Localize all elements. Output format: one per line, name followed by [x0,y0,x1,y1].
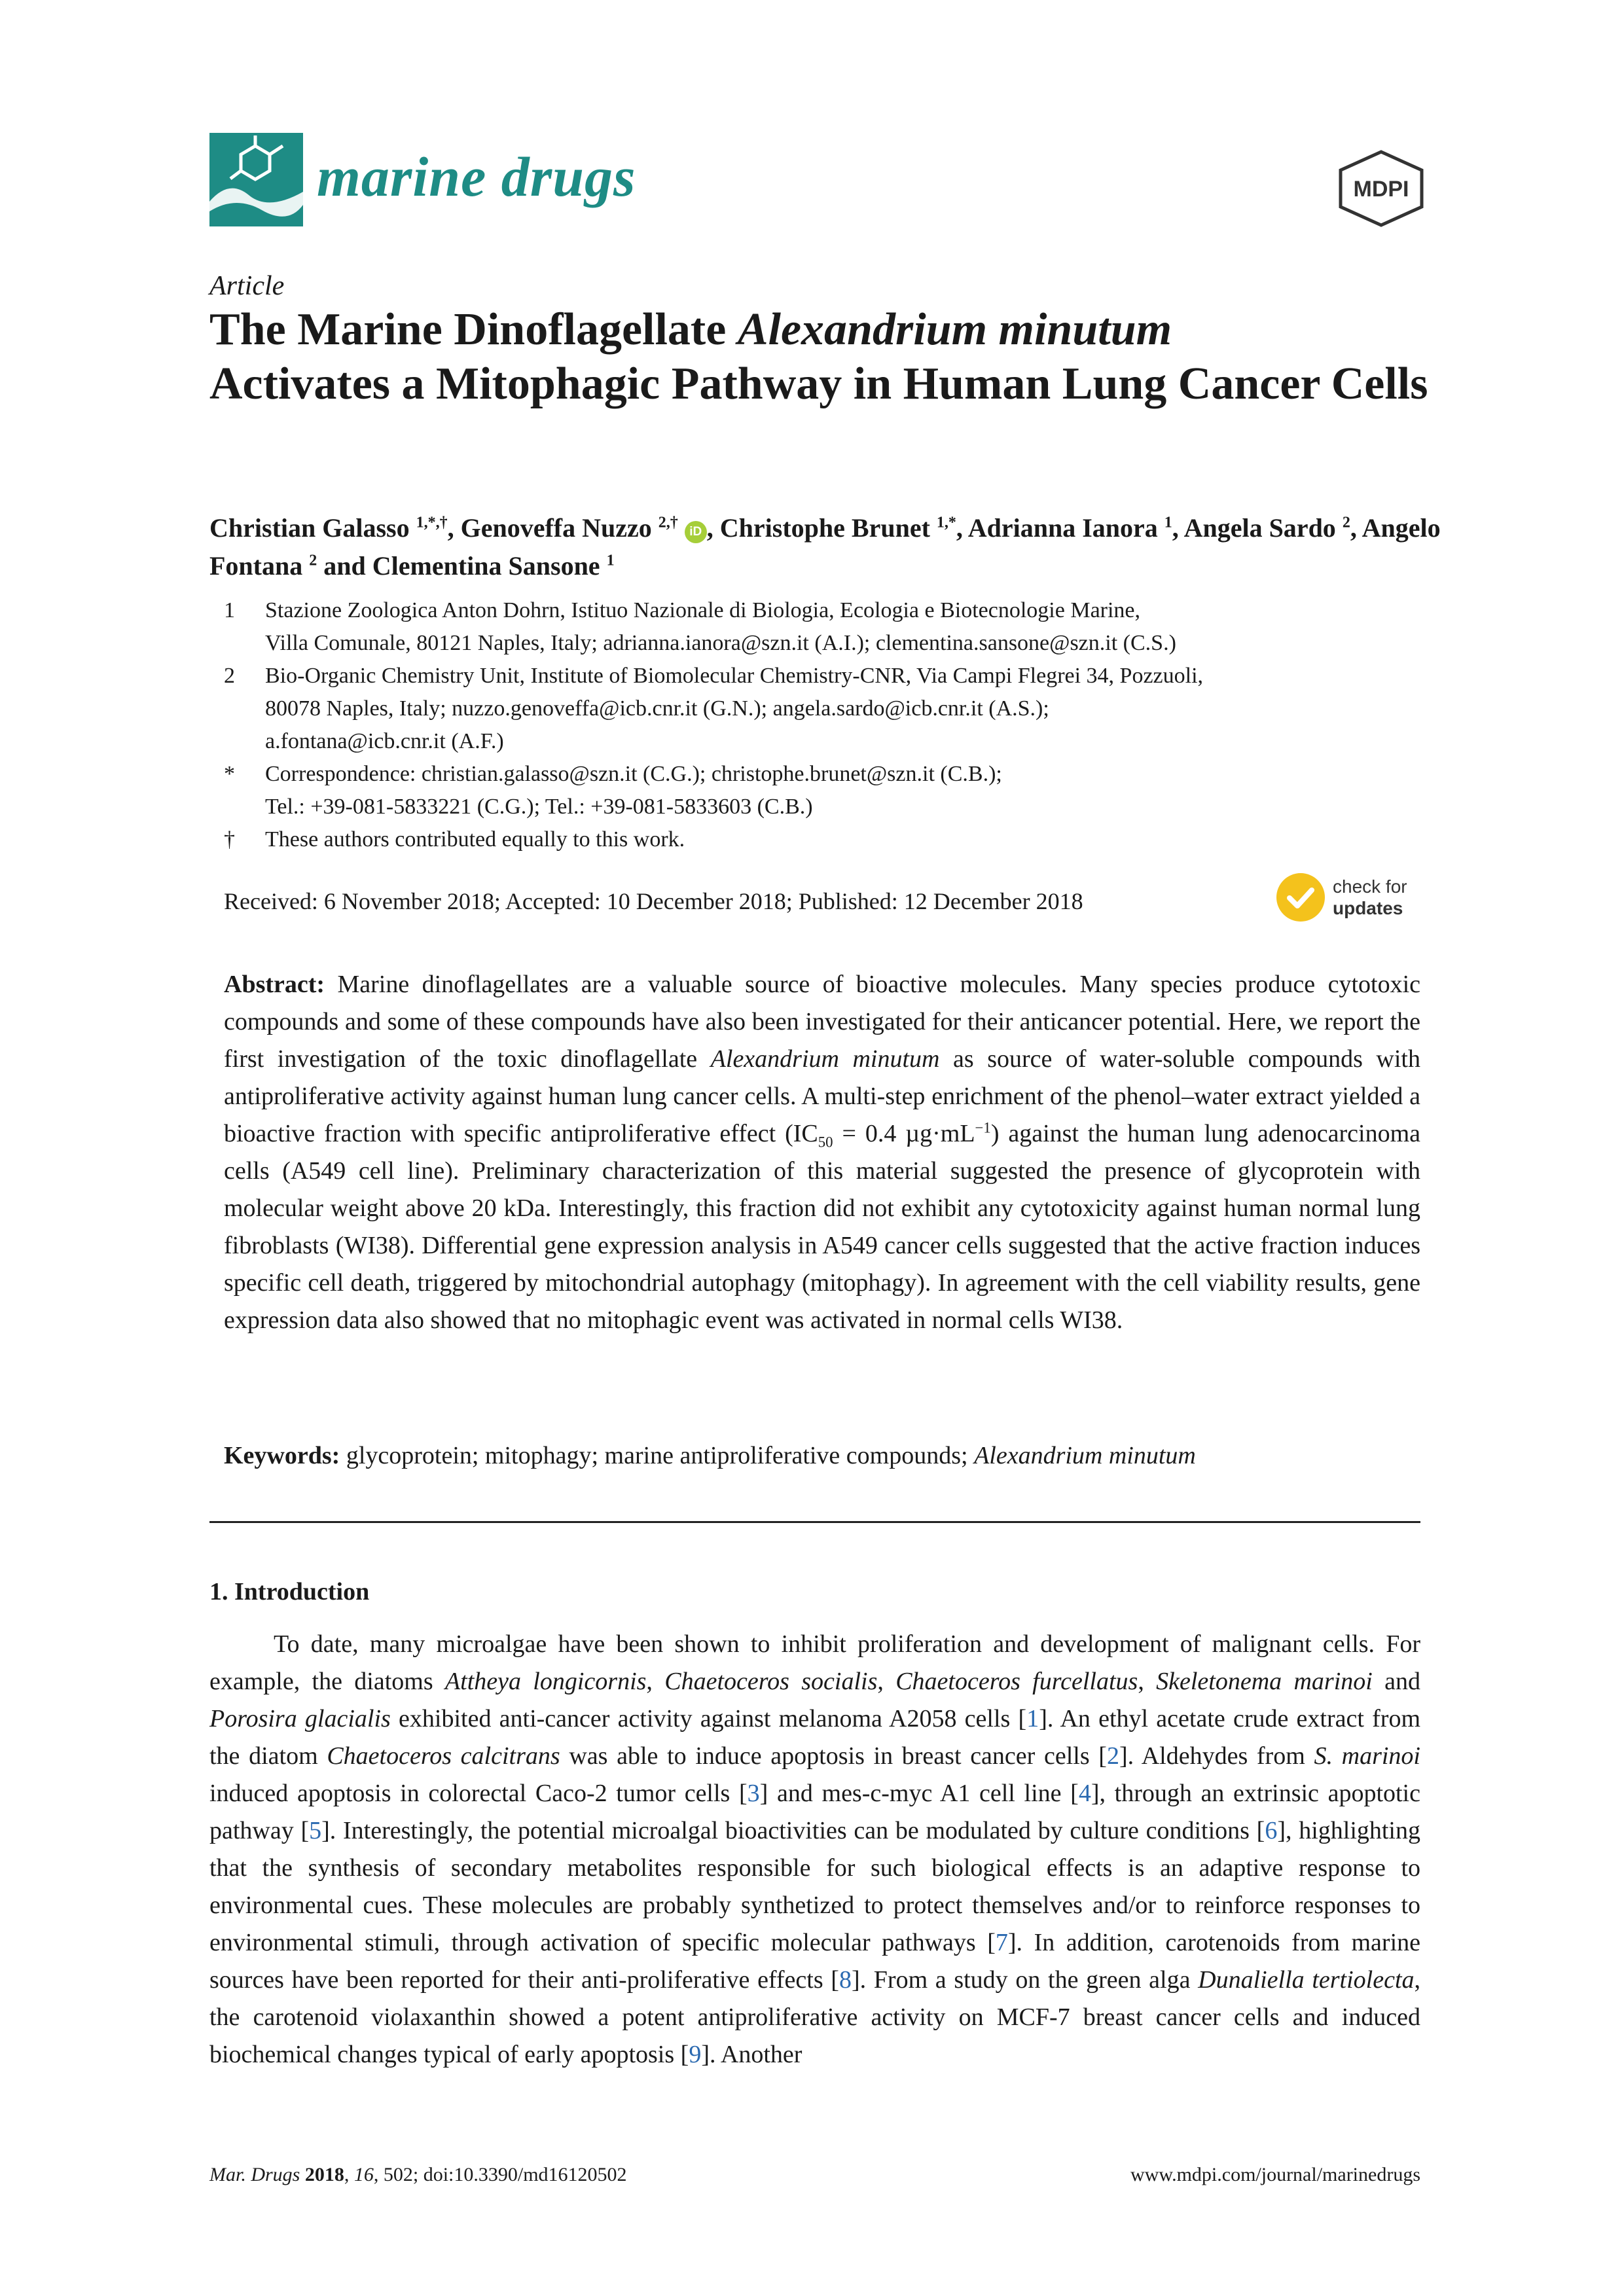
author-affiliation-sup: 1 [1164,514,1172,531]
body-text: , [646,1668,665,1695]
author-separator: , [1172,513,1184,543]
species-name: Chaetoceros calcitrans [327,1742,560,1770]
affiliation-line: Bio-Organic Chemistry Unit, Institute of Biomolecular Chemistry-CNR, Via Campi Flegrei 34, Pozzuoli, [265,664,1204,688]
body-text: , [877,1668,896,1695]
affiliation-text [265,758,1453,823]
author-list [209,509,1453,585]
body-text: ]. From a study on the green alga [851,1966,1199,1994]
molecule-wave-icon [209,133,303,226]
author-separator: , [1350,513,1362,543]
author-affiliation-sup: 1,* [936,514,956,531]
author-affiliation-sup: 1 [606,552,615,569]
author-name[interactable]: Angelo Fontana [209,513,1441,581]
reference-link[interactable]: 1 [1026,1705,1039,1732]
affiliation-line: 80078 Naples, Italy; nuzzo.genoveffa@icb.cnr.it (G.N.); angela.sardo@icb.cnr.it (A.S.); [265,696,1049,721]
footer-journal: Mar. Drugs [209,2164,300,2185]
affiliation-line: a.fontana@icb.cnr.it (A.F.) [265,729,504,753]
abstract [224,966,1420,1339]
title-plain: The Marine Dinoflagellate [209,304,738,355]
abstract-text-1: Marine dinoflagellates are a valuable source of bioactive molecules. Many species produce cytotoxic compounds and some of these compounds have also been investigated for their anticancer potential. Here, we report the first investigation of the toxic dinoflagellate [224,971,1420,1073]
author-affiliation-sup: 2 [309,552,317,569]
species-name: Chaetoceros socialis [664,1668,878,1695]
reference-link[interactable]: 5 [309,1817,322,1844]
affiliation-item [209,660,1453,758]
author-separator: , [956,513,968,543]
species-name: Skeletonema marinoi [1156,1668,1373,1695]
author-affiliation-sup: 2,† [658,514,678,531]
article-type: Article [209,271,285,301]
abstract-label: Abstract: [224,971,325,998]
publication-dates: Received: 6 November 2018; Accepted: 10 December 2018; Published: 12 December 2018 [224,888,1083,914]
author-separator: and [317,551,372,581]
species-name: Chaetoceros furcellatus [895,1668,1138,1695]
journal-name: marine drugs [317,145,636,208]
intro-paragraph [209,1626,1420,2073]
paper-title [209,302,1453,411]
body-text: ]. In addition, carotenoids from marine sources have been reported for their anti-proliferative effects [ [209,1929,1420,1994]
affiliation-line: These authors contributed equally to this work. [265,827,685,852]
keywords-text: glycoprotein; mitophagy; marine antiproliferative compounds; [340,1442,975,1469]
footer-volume: 16 [353,2164,374,2185]
author-separator: , [447,513,461,543]
body-text: ]. Interestingly, the potential microalgal bioactivities can be modulated by culture conditions [ [321,1817,1265,1844]
footer-year: 2018 [304,2164,344,2185]
species-name: S. marinoi [1314,1742,1420,1770]
author-name[interactable]: Christophe Brunet [719,513,930,543]
affiliation-text [265,660,1453,758]
abstract-text-2: as source of water-soluble compounds with antiproliferative activity against human lung cancer cells. A multi-step enrichment of the phenol–water extract yielded a bioactive fraction with specific antiproliferative effect (IC [224,1045,1420,1147]
author-name[interactable]: Adrianna Ianora [967,513,1158,543]
author-name[interactable]: Christian Galasso [209,513,410,543]
checkmark-icon [1276,873,1325,922]
body-text: was able to induce apoptosis in breast cancer cells [ [560,1742,1107,1770]
body-text: ]. Aldehydes from [1119,1742,1314,1770]
body-text: exhibited anti-cancer activity against melanoma A2058 cells [ [390,1705,1027,1732]
body-text: and [1372,1668,1421,1695]
abstract-species: Alexandrium minutum [710,1045,940,1073]
affiliation-marker: * [224,762,235,786]
species-name: Dunaliella tertiolecta [1198,1966,1415,1994]
reference-link[interactable]: 8 [839,1966,852,1994]
unit-superscript: −1 [975,1119,991,1136]
affiliation-marker: 2 [224,664,235,688]
check-updates-line1: check for [1333,876,1407,897]
affiliations [209,594,1453,856]
affiliation-line: Tel.: +39-081-5833221 (C.G.); Tel.: +39-081-5833603 (C.B.) [265,795,813,819]
affiliation-line: Stazione Zoologica Anton Dohrn, Istituo Nazionale di Biologia, Ecologia e Biotecnologie Marine, [265,598,1141,622]
ic50-subscript: 50 [818,1134,833,1151]
body-text: To date, many microalgae have been shown to inhibit proliferation and development of malignant cells. For example, the diatoms [209,1630,1420,1695]
citation-footer: Mar. Drugs 2018, 16, 502; doi:10.3390/md16120502 [209,2164,627,2185]
section-divider [209,1521,1420,1523]
reference-link[interactable]: 6 [1265,1817,1278,1844]
species-name: Porosira glacialis [209,1705,391,1732]
author-name[interactable]: Genoveffa Nuzzo [460,513,652,543]
body-text: ]. An ethyl acetate crude extract from the diatom [209,1705,1420,1770]
body-text: ] and mes-c-myc A1 cell line [ [759,1780,1079,1807]
affiliation-item [209,594,1453,660]
orcid-icon[interactable]: iD [685,521,707,543]
journal-url[interactable]: www.mdpi.com/journal/marinedrugs [1130,2164,1420,2185]
reference-link[interactable]: 4 [1078,1780,1091,1807]
affiliation-line: Villa Comunale, 80121 Naples, Italy; adrianna.ianora@szn.it (A.I.); clementina.sansone@szn.it (C.S.) [265,631,1176,655]
reference-link[interactable]: 2 [1106,1742,1119,1770]
journal-logo [209,133,303,226]
author-affiliation-sup: 2 [1342,514,1350,531]
title-species: Alexandrium minutum [737,304,1172,355]
affiliation-text [265,594,1453,660]
affiliation-marker: † [224,827,235,852]
reference-link[interactable]: 3 [747,1780,760,1807]
abstract-text-3: = 0.4 µg·mL [833,1120,975,1147]
mdpi-logo [1335,149,1427,228]
reference-link[interactable]: 7 [995,1929,1008,1956]
author-name[interactable]: Angela Sardo [1183,513,1336,543]
body-text: ], highlighting that the synthesis of secondary metabolites responsible for such biological effects is an adaptive response to environmental cues. These molecules are probably synthetized to protect themselves and/or to reinforce responses to environmental stimuli, through activation of specific molecular pathways [ [209,1817,1420,1956]
author-name[interactable]: Clementina Sansone [372,551,600,581]
check-updates-line2: updates [1333,898,1403,918]
keywords [224,1437,1420,1475]
footer-doi: , 502; doi:10.3390/md16120502 [373,2164,627,2185]
affiliation-item [209,758,1453,823]
affiliation-marker: 1 [224,598,235,622]
reference-link[interactable]: 9 [689,2041,702,2068]
body-text: , [1138,1668,1157,1695]
title-rest: Activates a Mitophagic Pathway in Human Lung Cancer Cells [209,359,1428,409]
section-heading: 1. Introduction [209,1578,370,1605]
body-text: ]. Another [701,2041,803,2068]
affiliation-item [209,823,1453,856]
check-for-updates-badge[interactable] [1276,873,1434,925]
author-affiliation-sup: 1,*,† [416,514,448,531]
keywords-species: Alexandrium minutum [974,1442,1196,1469]
body-text: induced apoptosis in colorectal Caco-2 tumor cells [ [209,1780,748,1807]
abstract-text-4: ) against the human lung adenocarcinoma cells (A549 cell line). Preliminary characterization of this material suggested the presence of glycoprotein with molecular weight above 20 kDa. Interestingly, this fraction did not exhibit any cytotoxicity against human normal lung fibroblasts (WI38). Differential gene expression analysis in A549 cancer cells suggested that the active fraction induces specific cell death, triggered by mitochondrial autophagy (mitophagy). In agreement with the cell viability results, gene expression data also showed that no mitophagic event was activated in normal cells WI38. [224,1120,1420,1334]
body-text: ], through an extrinsic apoptotic pathway [ [209,1780,1420,1844]
keywords-label: Keywords: [224,1442,340,1469]
mdpi-logo-text: MDPI [1353,177,1409,202]
affiliation-line: Correspondence: christian.galasso@szn.it (C.G.); christophe.brunet@szn.it (C.B.); [265,762,1002,786]
author-separator: , [706,513,720,543]
body-text: , the carotenoid violaxanthin showed a potent antiproliferative activity on MCF-7 breast cancer cells and induced biochemical changes typical of early apoptosis [ [209,1966,1421,2068]
species-name: Attheya longicornis [444,1668,647,1695]
affiliation-text [265,823,1453,856]
